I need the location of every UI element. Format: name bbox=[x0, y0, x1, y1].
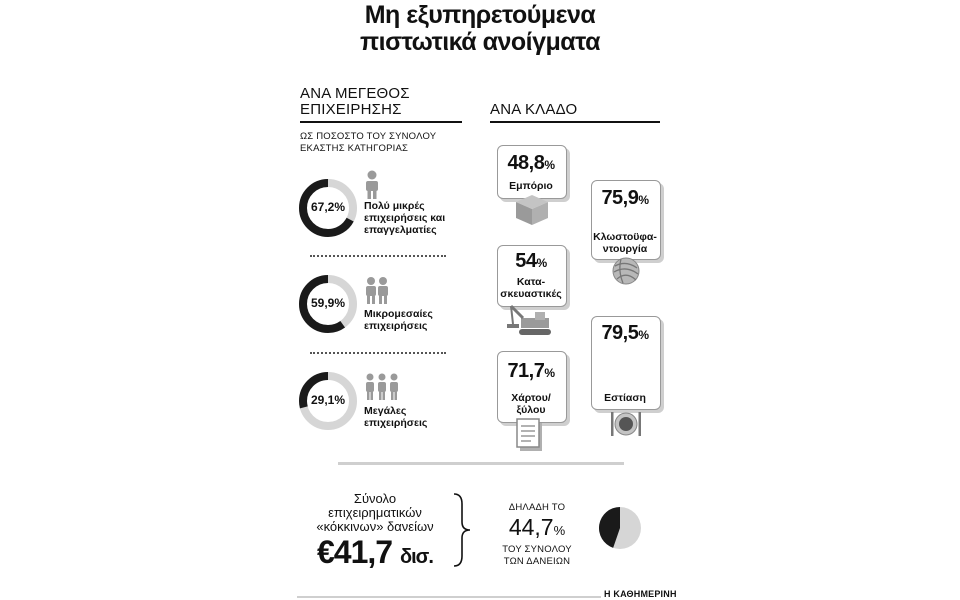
dotted-divider-2 bbox=[310, 352, 446, 354]
sector-heading: ΑΝΑ ΚΛΑΔΟ bbox=[490, 101, 578, 118]
donut-value-2: 59,9% bbox=[310, 296, 346, 310]
sector-label-paper-b: ξύλου bbox=[516, 404, 546, 416]
share-label-line-2: ΤΟΥ ΣΥΝΟΛΟΥ bbox=[502, 544, 572, 555]
sector-label-construction-a: Κατα- bbox=[516, 276, 546, 288]
category-label-3b: επιχειρήσεις bbox=[364, 417, 428, 429]
dotted-divider-1 bbox=[310, 255, 446, 257]
sector-label-commerce: Εμπόριο bbox=[509, 180, 553, 192]
brace-icon bbox=[450, 492, 472, 568]
paper-icon bbox=[516, 418, 544, 452]
sector-value-dining: 79,5% bbox=[601, 322, 649, 344]
title-line-1: Μη εξυπηρετούμενα bbox=[364, 1, 596, 29]
sector-value-paper: 71,7% bbox=[507, 360, 555, 382]
total-amount: €41,7 δισ. bbox=[317, 534, 433, 570]
sector-label-construction-b: σκευαστικές bbox=[500, 288, 562, 300]
share-pie bbox=[597, 505, 643, 551]
two-people-icon bbox=[364, 276, 390, 306]
size-heading-rule bbox=[300, 121, 462, 123]
donut-value-3: 29,1% bbox=[310, 393, 346, 407]
share-value: 44,7% bbox=[508, 514, 566, 540]
donut-value-1: 67,2% bbox=[310, 200, 346, 214]
sector-value-commerce: 48,8% bbox=[507, 152, 555, 174]
category-label-1a: Πολύ μικρές bbox=[364, 200, 425, 212]
yarn-icon bbox=[611, 256, 641, 286]
total-label-line-2: επιχειρηματικών bbox=[328, 505, 422, 520]
size-note-line-1: ΩΣ ΠΟΣΟΣΤΟ ΤΟΥ ΣΥΝΟΛΟΥ bbox=[300, 131, 437, 142]
title-line-2: πιστωτικά ανοίγματα bbox=[360, 28, 600, 56]
share-label-line-3: ΤΩΝ ΔΑΝΕΙΩΝ bbox=[503, 556, 571, 567]
box-icon bbox=[514, 193, 550, 227]
share-label-line-1: ΔΗΛΑΔΗ ΤΟ bbox=[508, 502, 566, 513]
category-label-1b: επιχειρήσεις και bbox=[364, 212, 446, 224]
crane-icon bbox=[505, 304, 551, 336]
sector-label-textiles-b: ντουργία bbox=[602, 243, 648, 255]
size-heading-line-2: ΕΠΙΧΕΙΡΗΣΗΣ bbox=[300, 101, 402, 118]
sector-label-dining: Εστίαση bbox=[604, 392, 646, 404]
total-label-line-1: Σύνολο bbox=[353, 491, 397, 506]
size-note-line-2: ΕΚΑΣΤΗΣ ΚΑΤΗΓΟΡΙΑΣ bbox=[300, 143, 409, 154]
publisher-credit: Η ΚΑΘΗΜΕΡΙΝΗ bbox=[604, 589, 677, 599]
total-label-line-3: «κόκκινων» δανείων bbox=[316, 519, 434, 534]
sector-heading-rule bbox=[490, 121, 660, 123]
dining-icon bbox=[609, 410, 643, 438]
size-heading-line-1: ΑΝΑ ΜΕΓΕΘΟΣ bbox=[300, 85, 410, 102]
category-label-2a: Μικρομεσαίες bbox=[364, 308, 433, 320]
category-label-1c: επαγγελματίες bbox=[364, 224, 437, 236]
single-person-icon bbox=[362, 170, 382, 200]
category-label-3a: Μεγάλες bbox=[364, 405, 407, 417]
sector-label-textiles-a: Κλωστοϋφα- bbox=[593, 231, 657, 243]
bottom-rule bbox=[297, 596, 601, 598]
section-divider bbox=[338, 462, 624, 465]
three-people-icon bbox=[364, 372, 400, 402]
sector-value-construction: 54% bbox=[515, 250, 547, 272]
sector-value-textiles: 75,9% bbox=[601, 187, 649, 209]
sector-label-paper-a: Χάρτου/ bbox=[511, 392, 551, 404]
category-label-2b: επιχειρήσεις bbox=[364, 320, 428, 332]
